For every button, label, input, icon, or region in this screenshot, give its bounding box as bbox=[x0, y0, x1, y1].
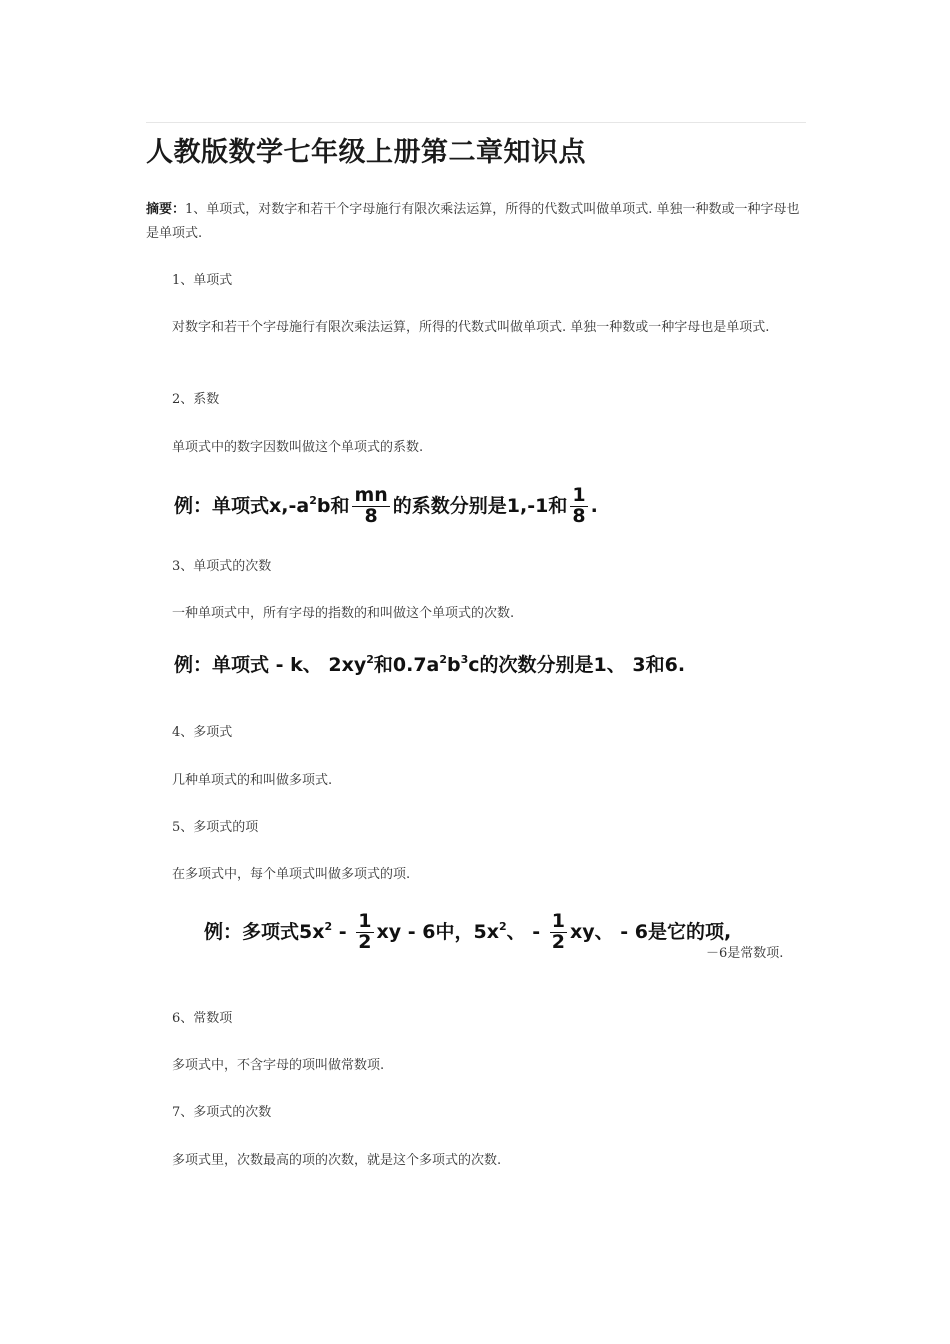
example-degree-sup2: 2 bbox=[439, 653, 448, 666]
fraction-denominator: 8 bbox=[572, 504, 586, 527]
page-title: 人教版数学七年级上册第二章知识点 bbox=[146, 137, 586, 168]
example-degree-prefix: 例：单项式 - k、 2xy bbox=[174, 654, 367, 676]
summary bbox=[146, 198, 808, 246]
section-body-1: 对数字和若干个字母施行有限次乘法运算，所得的代数式叫做单项式. 单独一种数或一种字母也是单项式. bbox=[172, 320, 770, 335]
fraction-1-over-8 bbox=[570, 486, 587, 527]
example-poly-mid3: 、 - bbox=[506, 920, 547, 943]
section-heading-5: 5、多项式的项 bbox=[172, 820, 259, 835]
example-poly-end: xy、 - 6是它的项, bbox=[569, 920, 732, 943]
top-divider bbox=[146, 122, 806, 123]
example-poly-mid2: xy - 6中，5x bbox=[376, 920, 499, 943]
example-poly-sup2: 2 bbox=[498, 919, 507, 933]
section-heading-1: 1、单项式 bbox=[172, 273, 233, 288]
example-poly-sup1: 2 bbox=[324, 919, 333, 933]
summary-label: 摘要： bbox=[146, 202, 186, 217]
example-degree-mid1: 和0.7a bbox=[373, 654, 440, 676]
constant-term-note: －6是常数项. bbox=[706, 946, 784, 961]
summary-text: 1、单项式，对数字和若干个字母施行有限次乘法运算，所得的代数式叫做单项式. 单独一种数或一种字母也是单项式. bbox=[146, 202, 800, 241]
example-coefficient bbox=[174, 486, 598, 527]
example-degree-mid2: b bbox=[447, 654, 461, 676]
section-body-6: 多项式中，不含字母的项叫做常数项. bbox=[172, 1058, 385, 1073]
section-heading-4: 4、多项式 bbox=[172, 725, 233, 740]
section-heading-7: 7、多项式的次数 bbox=[172, 1105, 272, 1120]
section-body-5: 在多项式中，每个单项式叫做多项式的项. bbox=[172, 867, 411, 882]
fraction-numerator: 1 bbox=[358, 910, 372, 932]
section-body-3: 一种单项式中，所有字母的指数的和叫做这个单项式的次数. bbox=[172, 606, 515, 621]
fraction-numerator: 1 bbox=[551, 910, 565, 932]
example-poly-mid1: - bbox=[332, 920, 354, 943]
example-coef-end: . bbox=[590, 494, 598, 517]
fraction-denominator: 8 bbox=[364, 504, 378, 527]
section-heading-2: 2、系数 bbox=[172, 392, 220, 407]
section-body-4: 几种单项式的和叫做多项式. bbox=[172, 773, 333, 788]
fraction-1-over-2 bbox=[356, 912, 373, 953]
example-degree-sup1: 2 bbox=[366, 653, 374, 666]
fraction-1-over-2 bbox=[550, 912, 567, 953]
example-degree-sup3: 3 bbox=[460, 653, 469, 666]
fraction-denominator: 2 bbox=[551, 930, 565, 953]
example-coef-prefix: 例：单项式x,-a bbox=[174, 494, 310, 517]
example-coef-mid2: 的系数分别是1,-1和 bbox=[392, 494, 568, 517]
section-heading-3: 3、单项式的次数 bbox=[172, 559, 272, 574]
fraction-numerator: mn bbox=[354, 484, 388, 506]
fraction-mn-over-8 bbox=[352, 486, 389, 527]
example-degree-end: c的次数分别是1、 3和6. bbox=[468, 654, 686, 676]
section-body-7: 多项式里，次数最高的项的次数，就是这个多项式的次数. bbox=[172, 1153, 502, 1168]
example-coef-mid1: b和 bbox=[316, 494, 350, 517]
fraction-denominator: 2 bbox=[358, 930, 372, 953]
fraction-numerator: 1 bbox=[572, 484, 586, 506]
section-body-2: 单项式中的数字因数叫做这个单项式的系数. bbox=[172, 440, 424, 455]
example-degree bbox=[174, 650, 685, 677]
example-polynomial bbox=[204, 912, 731, 953]
example-coef-sup: 2 bbox=[309, 493, 317, 507]
example-poly-prefix: 例：多项式5x bbox=[204, 920, 325, 943]
section-heading-6: 6、常数项 bbox=[172, 1011, 233, 1026]
